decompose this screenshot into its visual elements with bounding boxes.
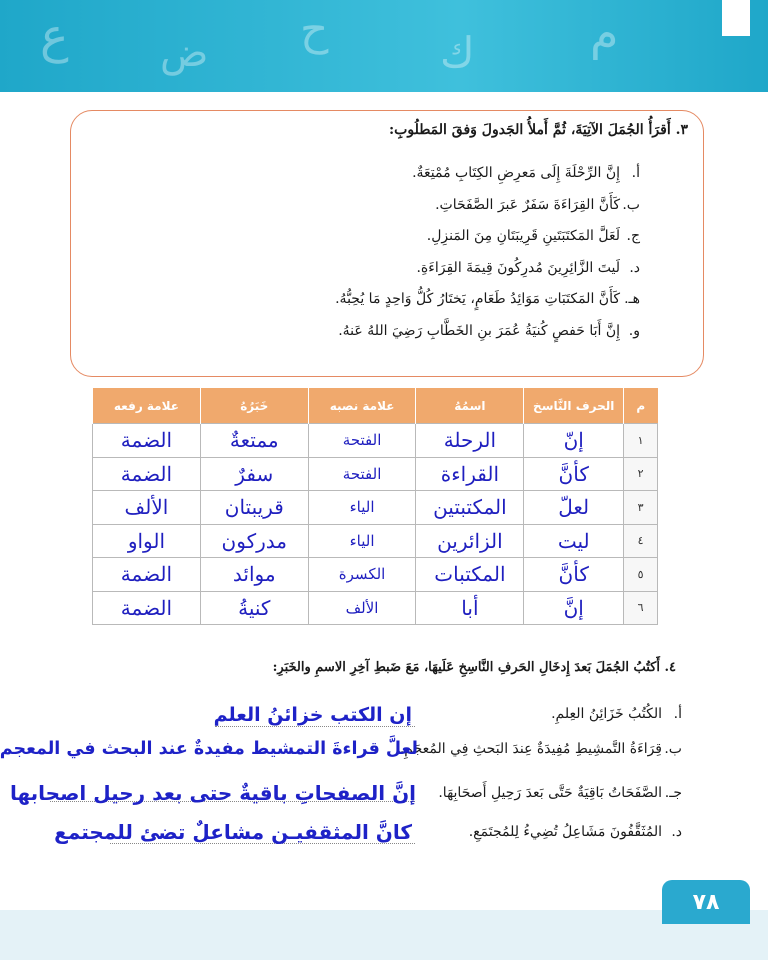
question-item: جـ.الصَّفَحَاتُ بَاقِيَةٌ حَتَّى بَعدَ رَحِيلِ أَصحَابِهَا. [438, 785, 682, 801]
decorative-letter-icon: ع [40, 8, 69, 64]
table-cell: القراءة [416, 457, 524, 491]
decorative-letter-icon: ح [300, 4, 329, 55]
decorative-letter-icon: م [590, 6, 619, 60]
table-cell: الزائرين [416, 524, 524, 558]
row-number: ٤ [624, 524, 658, 558]
column-header: م [624, 388, 658, 424]
table-cell: الضمة [93, 457, 201, 491]
decorative-letter-icon: ض [160, 30, 209, 76]
answer-text: إن الكتب خزائنُ العلم [213, 704, 412, 726]
table-cell: الواو [93, 524, 201, 558]
table-cell: موائد [200, 558, 308, 592]
table-row [93, 558, 658, 592]
sentence-list [335, 165, 640, 354]
list-item: ب.كَأَنَّ القِرَاءَةَ سَفَرٌ عَبرَ الصَّفَحَاتِ. [435, 196, 640, 213]
table-cell: الضمة [93, 424, 201, 458]
list-item: ج.لَعَلَّ المَكتَبَتَينِ قَرِيبَتَانِ مِنَ المَنزِلِ. [426, 228, 640, 244]
table-row [93, 524, 658, 558]
table-cell: كنيةُ [200, 591, 308, 625]
table-row [93, 457, 658, 491]
exercise-3-heading: ٣. أَقرَأُ الجُمَلَ الآتِيَةَ، ثُمَّ أَملأُ الجَدولَ وَفقَ المَطلُوبِ: [388, 122, 688, 138]
table-cell: ليت [524, 524, 624, 558]
exercise-4-heading: ٤. أَكتُبُ الجُمَلَ بَعدَ إِدخَالِ الحَرفِ النَّاسِخِ عَلَيهَا، مَعَ ضَبطِ آخِرِ الاسمِ والخَبَرِ: [272, 660, 676, 675]
column-header: الحرف النَّاسخ [524, 388, 624, 424]
list-item: هـ.كَأَنَّ المَكتَبَاتِ مَوَائِدُ طَعَامٍ، يَختَارُ كُلُّ وَاحِدٍ مَا يُحِبُّهُ. [335, 291, 640, 307]
question-item: أ.الكُتُبُ خَزَائِنُ العِلمِ. [551, 706, 682, 722]
list-item: و.إِنَّ أَبَا حَفصٍ كُنيَةُ عُمَرَ بنِ الخَطَّابِ رَضِيَ اللهُ عَنهُ. [338, 322, 640, 339]
table-row [93, 424, 658, 458]
row-number: ٢ [624, 457, 658, 491]
row-number: ٣ [624, 491, 658, 525]
column-header: خَبَرُهُ [200, 388, 308, 424]
table-cell: المكتبات [416, 558, 524, 592]
list-item: د.لَيتَ الزَّائِرِينَ مُدرِكُونَ قِيمَةَ القِرَاءَةِ. [416, 259, 640, 276]
column-header: علامة نصبه [308, 388, 416, 424]
table-cell: الضمة [93, 591, 201, 625]
column-header: اسمُهُ [416, 388, 524, 424]
table-cell: مدركون [200, 524, 308, 558]
decorative-letter-icon: ك [440, 28, 475, 77]
table-cell: كأنَّ [524, 457, 624, 491]
analysis-table [92, 388, 658, 625]
top-banner [0, 0, 768, 92]
table-cell: الألف [308, 591, 416, 625]
answer-text: كانَّ المثقفيـن مشاعلٌ تضئ للمجتمع [54, 820, 412, 844]
table-cell: الألف [93, 491, 201, 525]
footer-band [0, 910, 768, 960]
table-cell: الفتحة [308, 424, 416, 458]
table-cell: قريبتان [200, 491, 308, 525]
table-cell: الضمة [93, 558, 201, 592]
table-cell: أبا [416, 591, 524, 625]
table-cell: إنّ [524, 424, 624, 458]
table-cell: الياء [308, 491, 416, 525]
row-number: ٥ [624, 558, 658, 592]
table-cell: ممتعةٌ [200, 424, 308, 458]
table-header-row [93, 388, 658, 424]
answer-line [215, 726, 415, 727]
table-cell: إنَّ [524, 591, 624, 625]
answer-text: إنَّ الصفحاتِ باقيةٌ حتى بعد رحيل اصحابها [9, 781, 416, 805]
table-cell: سفرٌ [200, 457, 308, 491]
table-row [93, 591, 658, 625]
page-number: ٧٨ [662, 880, 750, 924]
page-tab [722, 0, 750, 36]
question-item: د.المُثَقَّفُونَ مَشَاعِلُ تُضِيءُ لِلمُجتَمَعِ. [468, 824, 682, 840]
list-item: أ.إِنَّ الرِّحْلَةَ إِلَى مَعرِضِ الكِتَابِ مُمْتِعَةٌ. [412, 165, 640, 181]
question-item: ب.قِرَاءَةُ التَّمشِيطِ مُفِيدَةٌ عِندَ البَحثِ فِي المُعجَمِ. [399, 741, 682, 757]
row-number: ١ [624, 424, 658, 458]
table-cell: الفتحة [308, 457, 416, 491]
table-cell: لعلّ [524, 491, 624, 525]
answer-text: لعلَّ قراءةَ التمشيط مفيدةٌ عند البحث في المعجم [0, 739, 418, 759]
table-cell: كأنَّ [524, 558, 624, 592]
column-header: علامة رفعه [93, 388, 201, 424]
table-cell: الرحلة [416, 424, 524, 458]
table-cell: الكسرة [308, 558, 416, 592]
row-number: ٦ [624, 591, 658, 625]
table-row [93, 491, 658, 525]
table-cell: المكتبتين [416, 491, 524, 525]
table-cell: الياء [308, 524, 416, 558]
